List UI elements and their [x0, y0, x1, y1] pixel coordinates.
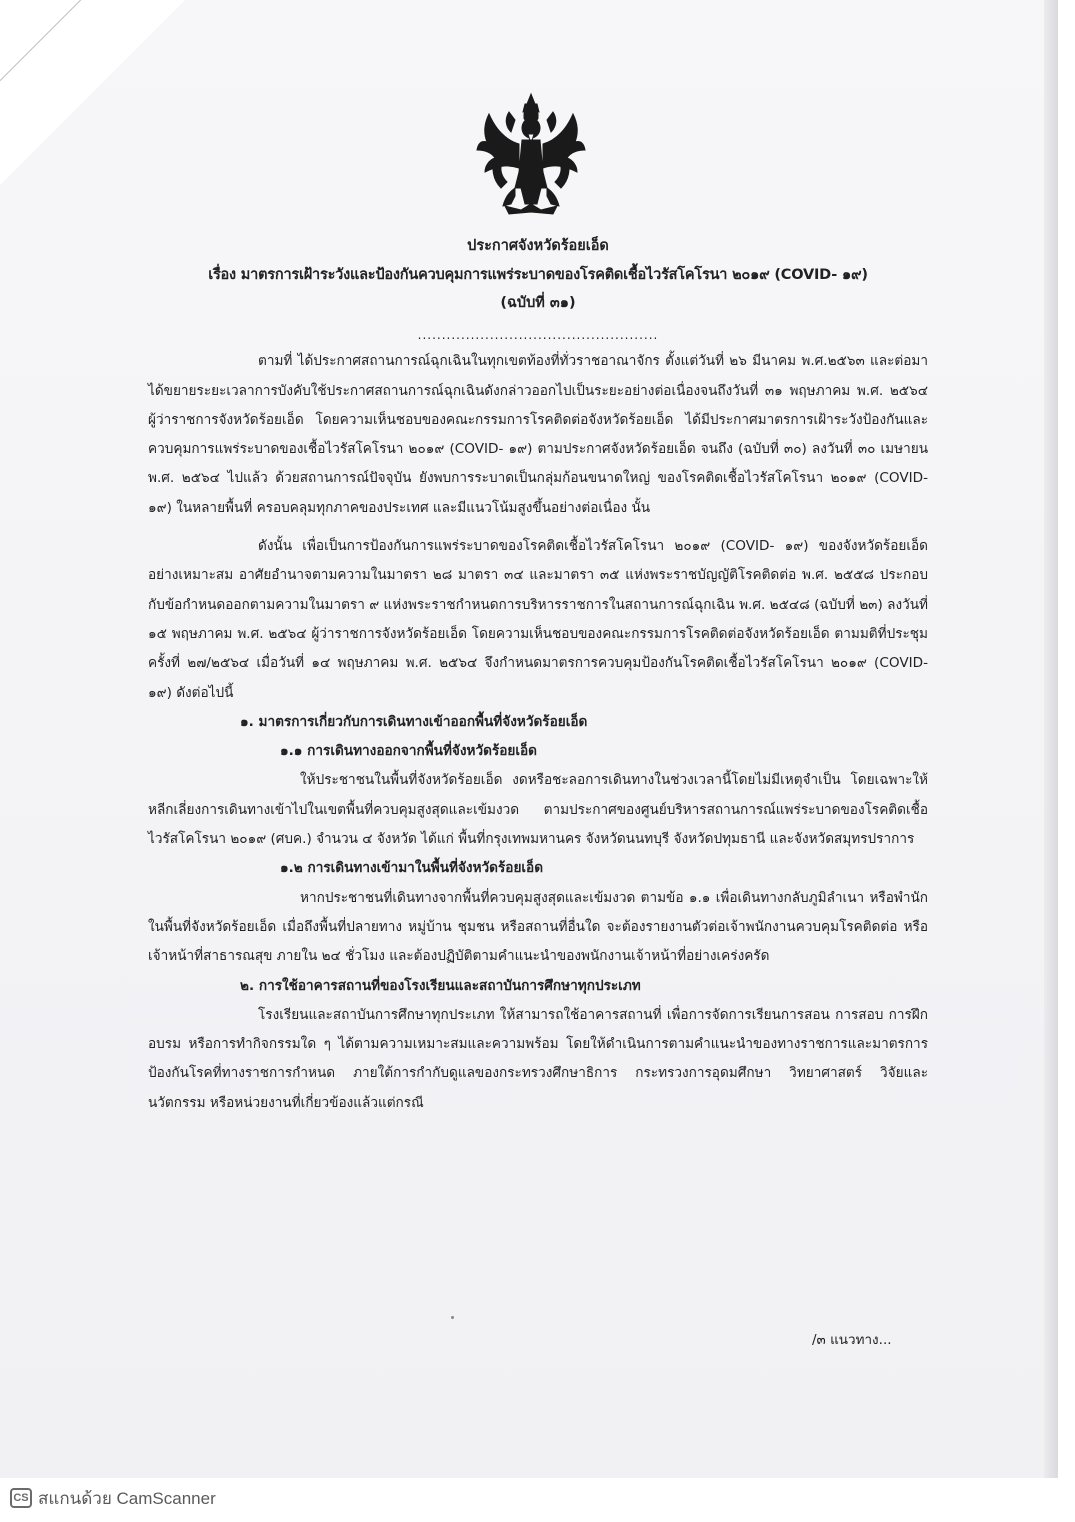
camscanner-watermark: [10, 1486, 216, 1510]
section-1-heading: ๑. มาตรการเกี่ยวกับการเดินทางเข้าออกพื้นที่จังหวัดร้อยเอ็ด: [240, 713, 588, 730]
paragraph-2: ดังนั้น เพื่อเป็นการป้องกันการแพร่ระบาดของโรคติดเชื้อไวรัสโคโรนา ๒๐๑๙ (COVID- ๑๙) ของจังหวัดร้อยเอ็ด อย่างเหมาะสม อาศัยอำนาจตามความในมาตรา ๒๘ มาตรา ๓๔ และมาตรา ๓๕ แห่งพระราชบัญญัติโรคติดต่อ พ.ศ. ๒๕๕๘ ประกอบกับข้อกำหนดออกตามความในมาตรา ๙ แห่งพระราชกำหนดการบริหารราชการในสถานการณ์ฉุกเฉิน พ.ศ. ๒๕๔๘ (ฉบับที่ ๒๓) ลงวันที่ ๑๕ พฤษภาคม พ.ศ. ๒๕๖๔ ผู้ว่าราชการจังหวัดร้อยเอ็ด โดยความเห็นชอบของคณะกรรมการโรคติดต่อจังหวัดร้อยเอ็ด ตามมติที่ประชุมครั้งที่ ๒๗/๒๕๖๔ เมื่อวันที่ ๑๔ พฤษภาคม พ.ศ. ๒๕๖๔ จึงกำหนดมาตรการควบคุมป้องกันโรคติดเชื้อไวรัสโคโรนา ๒๐๑๙ (COVID- ๑๙) ดังต่อไปนี้: [148, 538, 928, 701]
section-1-2-heading: ๑.๒ การเดินทางเข้ามาในพื้นที่จังหวัดร้อยเอ็ด: [280, 860, 544, 877]
issue-number: (ฉบับที่ ๓๑): [500, 295, 576, 312]
section-2-text: โรงเรียนและสถาบันการศึกษาทุกประเภท ให้สามารถใช้อาคารสถานที่ เพื่อการจัดการเรียนการสอน การสอบ การฝึกอบรม หรือการทำกิจกรรมใด ๆ ได้ตามความเหมาะสมและความพร้อม โดยให้ดำเนินการตามคำแนะนำของทางราชการและมาตรการป้องกันโรคที่ทางราชการกำหนด ภายใต้การกำกับดูแลของกระทรวงศึกษาธิการ กระทรวงการอุดมศึกษา วิทยาศาสตร์ วิจัยและนวัตกรรม หรือหน่วยงานที่เกี่ยวข้องแล้วแต่กรณี: [148, 1006, 928, 1111]
document-body: [148, 232, 928, 1118]
watermark-text: สแกนด้วย CamScanner: [38, 1488, 216, 1508]
section-2-heading: ๒. การใช้อาคารสถานที่ของโรงเรียนและสถาบันการศึกษาทุกประเภท: [240, 977, 641, 994]
section-1-2-text: หากประชาชนที่เดินทางจากพื้นที่ควบคุมสูงสุดและเข้มงวด ตามข้อ ๑.๑ เพื่อเดินทางกลับภูมิลำเนา หรือพำนักในพื้นที่จังหวัดร้อยเอ็ด เมื่อถึงพื้นที่ปลายทาง หมู่บ้าน ชุมชน หรือสถานที่อื่นใด จะต้องรายงานตัวต่อเจ้าพนักงานควบคุมโรคติดต่อ หรือเจ้าหน้าที่สาธารณสุข ภายใน ๒๔ ชั่วโมง และต้องปฏิบัติตามคำแนะนำของพนักงานเจ้าหน้าที่อย่างเคร่งครัด: [148, 889, 928, 965]
continuation-note: /๓ แนวทาง...: [812, 1332, 892, 1348]
paragraph-1: ตามที่ ได้ประกาศสถานการณ์ฉุกเฉินในทุกเขตท้องที่ทั่วราชอาณาจักร ตั้งแต่วันที่ ๒๖ มีนาคม พ.ศ.๒๕๖๓ และต่อมาได้ขยายระยะเวลาการบังคับใช้ประกาศสถานการณ์ฉุกเฉินดังกล่าวออกไปเป็นระยะอย่างต่อเนื่องจนถึงวันที่ ๓๑ พฤษภาคม พ.ศ. ๒๕๖๔ ผู้ว่าราชการจังหวัดร้อยเอ็ด โดยความเห็นชอบของคณะกรรมการโรคติดต่อจังหวัดร้อยเอ็ด ได้มีประกาศมาตรการเฝ้าระวังป้องกันและควบคุมการแพร่ระบาดของเชื้อไวรัสโคโรนา ๒๐๑๙ (COVID- ๑๙) ตามประกาศจังหวัดร้อยเอ็ด จนถึง (ฉบับที่ ๓๐) ลงวันที่ ๓๐ เมษายน พ.ศ. ๒๕๖๔ ไปแล้ว ด้วยสถานการณ์ปัจจุบัน ยังพบการระบาดเป็นกลุ่มก้อนขนาดใหญ่ ของโรคติดเชื้อไวรัสโคโรนา ๒๐๑๙ (COVID- ๑๙) ในหลายพื้นที่ ครอบคลุมทุกภาคของประเทศ และมีแนวโน้มสูงขึ้นอย่างต่อเนื่อง นั้น: [148, 353, 928, 516]
section-1-1-text: ให้ประชาชนในพื้นที่จังหวัดร้อยเอ็ด งดหรือชะลอการเดินทางในช่วงเวลานี้โดยไม่มีเหตุจำเป็น โดยเฉพาะให้หลีกเลี่ยงการเดินทางเข้าไปในเขตพื้นที่ควบคุมสูงสุดและเข้มงวด ตามประกาศของศูนย์บริหารสถานการณ์แพร่ระบาดของโรคติดเชื้อไวรัสโคโรนา ๒๐๑๙ (ศบค.) จำนวน ๔ จังหวัด ได้แก่ พื้นที่กรุงเทพมหานคร จังหวัดนนทบุรี จังหวัดปทุมธานี และจังหวัดสมุทรปราการ: [148, 772, 928, 848]
document-title: ประกาศจังหวัดร้อยเอ็ด: [467, 238, 609, 254]
scan-speck: [451, 1316, 454, 1319]
section-1-1-heading: ๑.๑ การเดินทางออกจากพื้นที่จังหวัดร้อยเอ็ด: [280, 743, 538, 760]
folded-corner: [0, 0, 185, 185]
divider-line: ..................................................: [417, 328, 659, 343]
document-subject: เรื่อง มาตรการเฝ้าระวังและป้องกันควบคุมการแพร่ระบาดของโรคติดเชื้อไวรัสโคโรนา ๒๐๑๙ (COVID- ๑๙): [208, 267, 868, 284]
garuda-emblem-icon: [475, 92, 587, 218]
page-edge-shadow: [1044, 0, 1058, 1478]
camscanner-logo-icon: CS: [10, 1488, 32, 1508]
